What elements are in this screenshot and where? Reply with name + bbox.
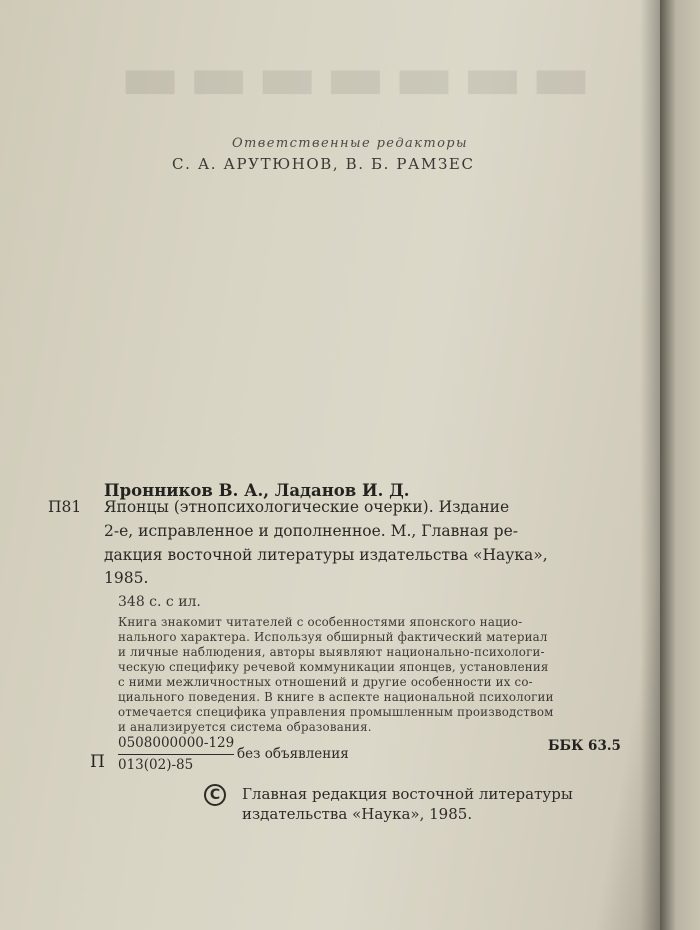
- abstract-line: и анализируется система образования.: [118, 720, 372, 734]
- copyright-line: издательства «Наука», 1985.: [242, 805, 473, 823]
- price-code-denominator: 013(02)-85: [118, 757, 194, 773]
- facing-page-edge: [660, 0, 700, 930]
- fraction-rule: [118, 754, 234, 755]
- price-code-letter: П: [90, 752, 105, 772]
- page-count: 348 с. с ил.: [118, 594, 201, 610]
- price-code-note: без объявления: [237, 746, 349, 762]
- description-line: Японцы (этнопсихологические очерки). Издание: [104, 498, 510, 516]
- copyright-icon: C: [204, 784, 226, 806]
- price-code-numerator: 0508000000-129: [118, 735, 235, 751]
- editors-names: С. А. АРУТЮНОВ, В. Б. РАМЗЕС: [172, 155, 475, 173]
- copyright-line: Главная редакция восточной литературы: [242, 785, 573, 803]
- abstract-line: нального характера. Используя обширный фактический материал: [118, 630, 548, 644]
- page-edge-shadow: [640, 0, 662, 930]
- abstract-line: и личные наблюдения, авторы выявляют национально-психологи-: [118, 645, 545, 659]
- abstract-line: ческую специфику речевой коммуникации японцев, установления: [118, 660, 549, 674]
- show-through-texture: ▬▬▬▬▬▬▬: [120, 40, 600, 115]
- authors-line: Пронников В. А., Ладанов И. Д.: [104, 481, 410, 500]
- description-line: 1985.: [104, 569, 149, 587]
- abstract-line: с ними межличностных отношений и другие особенности их со-: [118, 675, 533, 689]
- description-line: 2-е, исправленное и дополненное. М., Главная ре-: [104, 522, 518, 540]
- bbk-index: ББК 63.5: [548, 738, 621, 754]
- abstract-line: циального поведения. В книге в аспекте национальной психологии: [118, 690, 554, 704]
- editors-caption: Ответственные редакторы: [232, 136, 469, 151]
- catalog-code: П81: [48, 498, 82, 516]
- description-line: дакция восточной литературы издательства «Наука»,: [104, 546, 548, 564]
- abstract-line: отмечается специфика управления промышленным производством: [118, 705, 554, 719]
- abstract-line: Книга знакомит читателей с особенностями японского нацио-: [118, 615, 523, 629]
